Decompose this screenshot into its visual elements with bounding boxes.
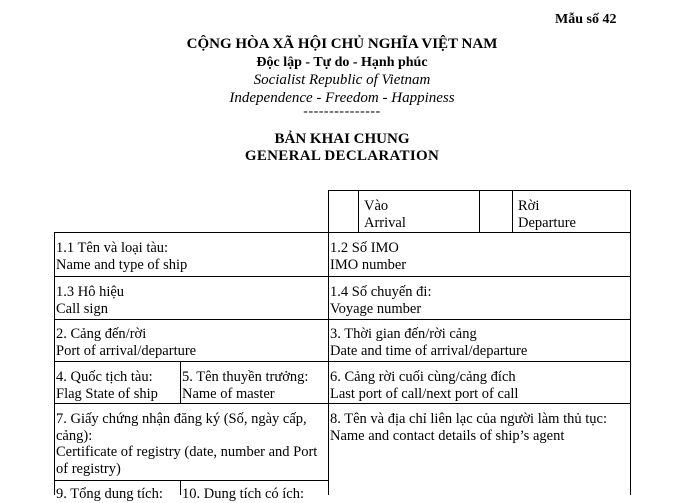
field-last-port[interactable]: 6. Cảng rời cuối cùng/cảng đích Last port of call/next port of call	[330, 369, 519, 402]
grid-line	[54, 232, 631, 233]
form-number: Mẫu số 42	[555, 12, 617, 27]
field-call-sign[interactable]: 1.3 Hô hiệu Call sign	[56, 284, 125, 317]
republic-name-en: Socialist Republic of Vietnam	[253, 72, 431, 88]
field-flag-state[interactable]: 4. Quốc tịch tàu: Flag State of ship	[56, 369, 158, 402]
field-net-tonnage[interactable]: 10. Dung tích có ích:	[182, 486, 305, 502]
grid-line	[54, 232, 55, 495]
document-title-vn: BẢN KHAI CHUNG	[274, 131, 410, 147]
departure-label: Rời Departure	[518, 198, 576, 231]
field-arrival-time[interactable]: 3. Thời gian đến/rời cảng Date and time of arrival/departure	[330, 326, 528, 359]
field-imo-number[interactable]: 1.2 Số IMO IMO number	[330, 240, 407, 273]
motto-en: Independence - Freedom - Happiness	[229, 90, 455, 106]
arrival-checkbox[interactable]	[329, 191, 358, 232]
header-separator: ---------------	[303, 104, 381, 119]
field-ship-name[interactable]: 1.1 Tên và loại tàu: Name and type of ship	[56, 240, 188, 273]
grid-line	[358, 190, 359, 232]
motto-vn: Độc lập - Tự do - Hạnh phúc	[256, 55, 428, 70]
republic-name-vn: CỘNG HÒA XÃ HỘI CHỦ NGHĨA VIỆT NAM	[186, 36, 498, 52]
grid-line	[54, 276, 631, 277]
field-port[interactable]: 2. Cảng đến/rời Port of arrival/departure	[56, 326, 197, 359]
field-master-name[interactable]: 5. Tên thuyền trưởng: Name of master	[182, 369, 309, 402]
grid-line	[180, 361, 181, 403]
grid-line	[512, 190, 513, 232]
field-gross-tonnage[interactable]: 9. Tổng dung tích:	[56, 486, 163, 502]
grid-line	[630, 190, 631, 495]
field-ship-agent[interactable]: 8. Tên và địa chỉ liên lạc của người làm thủ tục: Name and contact details of ship’s agent	[330, 411, 607, 444]
arrival-label: Vào Arrival	[364, 198, 406, 231]
grid-line	[180, 480, 181, 495]
grid-line	[328, 190, 329, 495]
grid-line	[54, 403, 631, 404]
grid-line	[54, 361, 631, 362]
field-voyage-number[interactable]: 1.4 Số chuyến đi: Voyage number	[330, 284, 432, 317]
departure-checkbox[interactable]	[480, 191, 512, 232]
document-title-en: GENERAL DECLARATION	[244, 148, 440, 164]
grid-line	[54, 480, 328, 481]
field-certificate-of-registry[interactable]: 7. Giấy chứng nhận đăng ký (Số, ngày cấp, cảng): Certificate of registry (date, number and Port of registry)	[56, 411, 318, 477]
grid-line	[54, 319, 631, 320]
